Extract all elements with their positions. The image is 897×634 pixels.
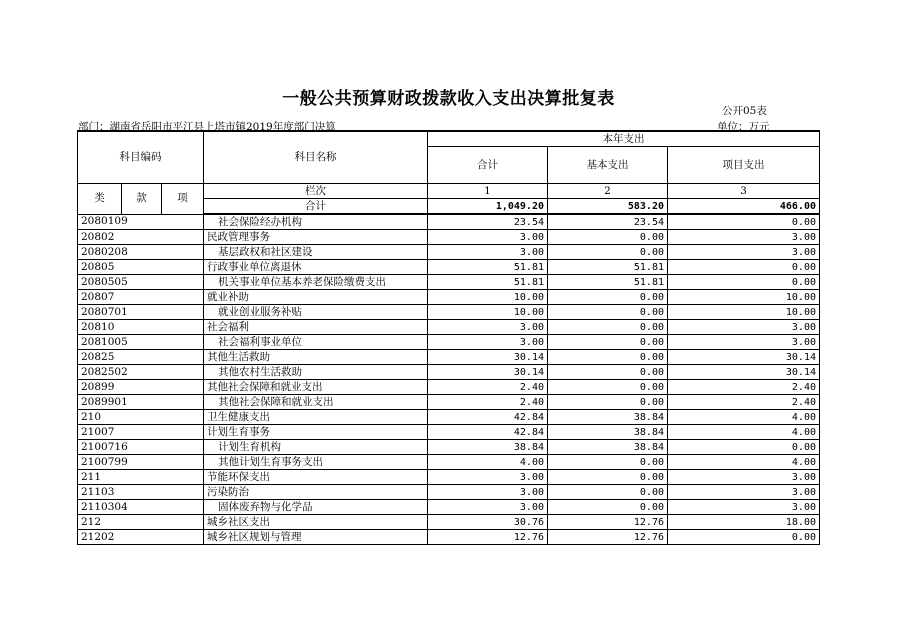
table-row — [78, 365, 820, 380]
row-basic: 0.00 — [548, 245, 668, 260]
row-basic: 51.81 — [548, 260, 668, 275]
row-code: 2089901 — [78, 395, 204, 410]
row-name: 固体废弃物与化学品 — [204, 500, 428, 515]
table-row — [78, 275, 820, 290]
row-code: 2080109 — [78, 214, 204, 230]
row-name: 卫生健康支出 — [204, 410, 428, 425]
row-project: 3.00 — [668, 470, 820, 485]
row-basic: 12.76 — [548, 515, 668, 530]
row-basic: 0.00 — [548, 320, 668, 335]
row-total: 10.00 — [428, 305, 548, 320]
table-row — [78, 485, 820, 500]
table-row — [78, 395, 820, 410]
row-total: 51.81 — [428, 275, 548, 290]
row-total: 2.40 — [428, 395, 548, 410]
row-name: 基层政权和社区建设 — [204, 245, 428, 260]
row-project: 0.00 — [668, 440, 820, 455]
row-code: 20802 — [78, 230, 204, 245]
row-code: 2100716 — [78, 440, 204, 455]
table-row — [78, 410, 820, 425]
row-basic: 23.54 — [548, 214, 668, 230]
table-row — [78, 350, 820, 365]
header-total: 合计 — [428, 147, 548, 184]
row-name: 社会福利事业单位 — [204, 335, 428, 350]
header-col2: 2 — [548, 184, 668, 199]
table-row — [78, 305, 820, 320]
header-col3: 3 — [668, 184, 820, 199]
row-total: 10.00 — [428, 290, 548, 305]
row-project: 0.00 — [668, 275, 820, 290]
row-project: 3.00 — [668, 245, 820, 260]
row-total: 3.00 — [428, 500, 548, 515]
row-code: 2080701 — [78, 305, 204, 320]
row-name: 城乡社区支出 — [204, 515, 428, 530]
row-project: 0.00 — [668, 214, 820, 230]
row-basic: 12.76 — [548, 530, 668, 545]
table-row — [78, 380, 820, 395]
row-name: 就业补助 — [204, 290, 428, 305]
row-code: 20810 — [78, 320, 204, 335]
row-project: 30.14 — [668, 365, 820, 380]
form-number: 公开05表 — [722, 105, 767, 117]
row-name: 其他生活救助 — [204, 350, 428, 365]
header-current-year: 本年支出 — [428, 131, 820, 147]
table-row — [78, 425, 820, 440]
sum-label: 合计 — [204, 199, 428, 215]
row-total: 3.00 — [428, 335, 548, 350]
row-basic: 38.84 — [548, 440, 668, 455]
table-row — [78, 470, 820, 485]
row-name: 机关事业单位基本养老保险缴费支出 — [204, 275, 428, 290]
row-name: 社会福利 — [204, 320, 428, 335]
row-name: 计划生育事务 — [204, 425, 428, 440]
table-row — [78, 500, 820, 515]
table-row — [78, 335, 820, 350]
row-project: 0.00 — [668, 260, 820, 275]
header-name: 科目名称 — [204, 131, 428, 184]
row-project: 4.00 — [668, 455, 820, 470]
row-name: 其他计划生育事务支出 — [204, 455, 428, 470]
row-total: 38.84 — [428, 440, 548, 455]
row-basic: 38.84 — [548, 410, 668, 425]
row-name: 社会保险经办机构 — [204, 214, 428, 230]
row-code: 20899 — [78, 380, 204, 395]
row-basic: 0.00 — [548, 470, 668, 485]
report-title: 一般公共预算财政拨款收入支出决算批复表 — [282, 89, 615, 109]
row-project: 3.00 — [668, 320, 820, 335]
row-total: 30.14 — [428, 365, 548, 380]
row-total: 3.00 — [428, 245, 548, 260]
table-row — [78, 230, 820, 245]
row-code: 21007 — [78, 425, 204, 440]
row-project: 3.00 — [668, 500, 820, 515]
row-total: 3.00 — [428, 230, 548, 245]
header-lei: 类 — [78, 184, 122, 215]
row-project: 4.00 — [668, 425, 820, 440]
row-basic: 0.00 — [548, 290, 668, 305]
row-total: 3.00 — [428, 320, 548, 335]
row-total: 30.76 — [428, 515, 548, 530]
header-basic: 基本支出 — [548, 147, 668, 184]
row-total: 3.00 — [428, 485, 548, 500]
row-total: 30.14 — [428, 350, 548, 365]
sum-total: 1,049.20 — [428, 199, 548, 215]
row-total: 4.00 — [428, 455, 548, 470]
budget-table — [77, 130, 820, 545]
row-name: 民政管理事务 — [204, 230, 428, 245]
unit-label: 单位：万元 — [717, 121, 770, 133]
department-label: 部门：湖南省岳阳市平江县上塔市镇2019年度部门决算 — [78, 121, 336, 133]
row-code: 2080505 — [78, 275, 204, 290]
row-code: 20825 — [78, 350, 204, 365]
row-name: 污染防治 — [204, 485, 428, 500]
table-row — [78, 214, 820, 230]
row-basic: 0.00 — [548, 395, 668, 410]
row-name: 其他社会保障和就业支出 — [204, 395, 428, 410]
row-project: 3.00 — [668, 335, 820, 350]
row-basic: 38.84 — [548, 425, 668, 440]
row-project: 3.00 — [668, 485, 820, 500]
row-code: 21202 — [78, 530, 204, 545]
row-project: 2.40 — [668, 380, 820, 395]
table-row — [78, 260, 820, 275]
row-total: 2.40 — [428, 380, 548, 395]
row-name: 行政事业单位离退休 — [204, 260, 428, 275]
row-total: 12.76 — [428, 530, 548, 545]
table-row — [78, 455, 820, 470]
header-lanci: 栏次 — [204, 184, 428, 199]
table-row — [78, 515, 820, 530]
row-project: 30.14 — [668, 350, 820, 365]
row-basic: 0.00 — [548, 230, 668, 245]
row-name: 就业创业服务补贴 — [204, 305, 428, 320]
table-row — [78, 530, 820, 545]
row-code: 2082502 — [78, 365, 204, 380]
row-total: 42.84 — [428, 410, 548, 425]
row-code: 210 — [78, 410, 204, 425]
row-code: 20807 — [78, 290, 204, 305]
row-name: 其他农村生活救助 — [204, 365, 428, 380]
row-total: 51.81 — [428, 260, 548, 275]
row-basic: 0.00 — [548, 365, 668, 380]
row-total: 42.84 — [428, 425, 548, 440]
row-project: 18.00 — [668, 515, 820, 530]
row-project: 0.00 — [668, 530, 820, 545]
header-kuan: 款 — [122, 184, 162, 215]
row-name: 计划生育机构 — [204, 440, 428, 455]
row-code: 2110304 — [78, 500, 204, 515]
header-xiang: 项 — [162, 184, 204, 215]
row-basic: 0.00 — [548, 380, 668, 395]
table-row — [78, 245, 820, 260]
row-total: 3.00 — [428, 470, 548, 485]
row-total: 23.54 — [428, 214, 548, 230]
table-row — [78, 290, 820, 305]
row-project: 10.00 — [668, 305, 820, 320]
row-basic: 0.00 — [548, 500, 668, 515]
row-project: 2.40 — [668, 395, 820, 410]
row-code: 21103 — [78, 485, 204, 500]
row-basic: 0.00 — [548, 455, 668, 470]
row-name: 节能环保支出 — [204, 470, 428, 485]
row-project: 4.00 — [668, 410, 820, 425]
header-code: 科目编码 — [78, 131, 204, 184]
row-basic: 0.00 — [548, 335, 668, 350]
row-code: 2081005 — [78, 335, 204, 350]
row-basic: 0.00 — [548, 350, 668, 365]
row-name: 其他社会保障和就业支出 — [204, 380, 428, 395]
row-basic: 0.00 — [548, 485, 668, 500]
row-code: 211 — [78, 470, 204, 485]
row-code: 212 — [78, 515, 204, 530]
table-row — [78, 320, 820, 335]
header-col1: 1 — [428, 184, 548, 199]
row-project: 10.00 — [668, 290, 820, 305]
row-project: 3.00 — [668, 230, 820, 245]
row-code: 2100799 — [78, 455, 204, 470]
row-basic: 0.00 — [548, 305, 668, 320]
table-row — [78, 440, 820, 455]
row-code: 20805 — [78, 260, 204, 275]
sum-basic: 583.20 — [548, 199, 668, 215]
header-project: 项目支出 — [668, 147, 820, 184]
sum-project: 466.00 — [668, 199, 820, 215]
row-name: 城乡社区规划与管理 — [204, 530, 428, 545]
row-code: 2080208 — [78, 245, 204, 260]
row-basic: 51.81 — [548, 275, 668, 290]
